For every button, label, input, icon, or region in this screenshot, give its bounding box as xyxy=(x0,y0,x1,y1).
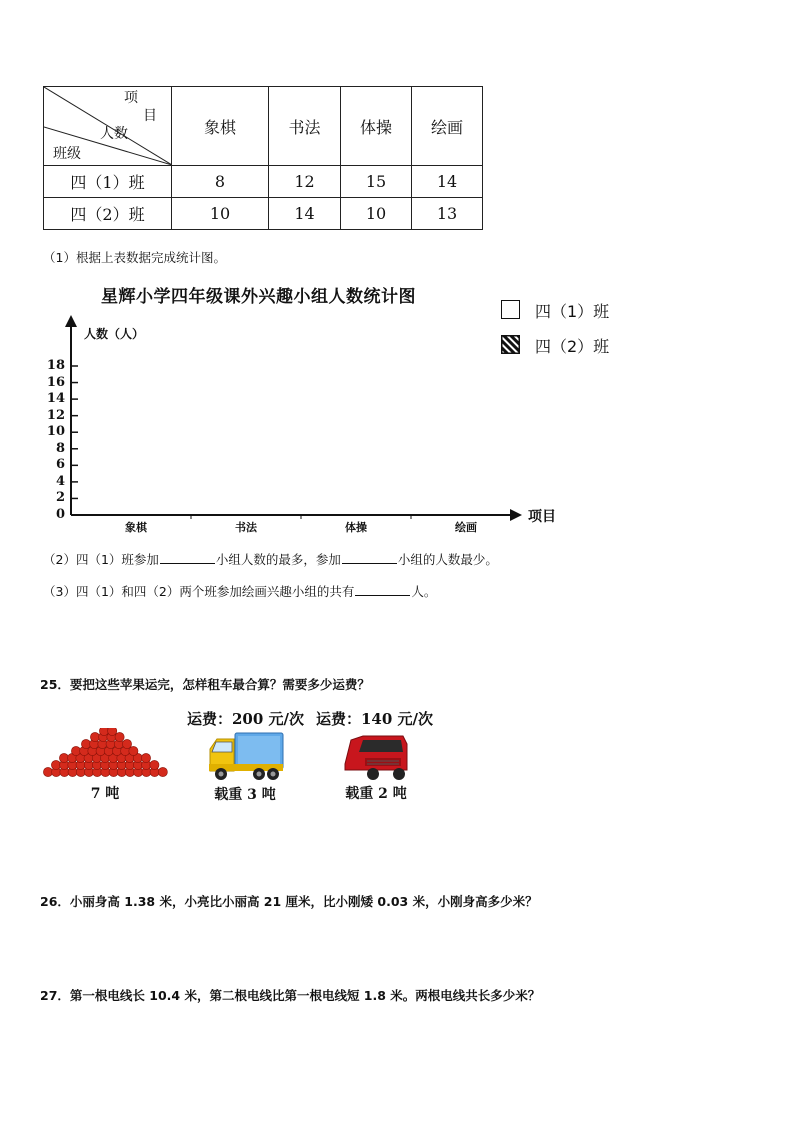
q24-p2-text-c: 小组的人数最少。 xyxy=(397,552,498,567)
y-tick-label: 14 xyxy=(46,391,65,407)
apple-shape xyxy=(81,739,90,748)
column-header: 象棋 xyxy=(172,87,269,166)
x-axis-arrow xyxy=(510,509,522,521)
apple-shape xyxy=(115,732,124,741)
legend-label-class-1: 四（1）班 xyxy=(535,302,610,321)
table-cell: 14 xyxy=(269,198,341,230)
legend-label-class-2: 四（2）班 xyxy=(535,337,610,356)
question-26: 26．小丽身高 1.38 米，小亮比小丽高 21 厘米，比小刚矮 0.03 米，小刚身高多少米？ xyxy=(40,894,538,909)
apples-caption: 7 吨 xyxy=(90,786,120,802)
row-label: 四（1）班 xyxy=(44,166,172,198)
x-category-label: 象棋 xyxy=(125,521,147,534)
y-tick-label: 18 xyxy=(46,358,65,373)
y-axis-arrow xyxy=(65,315,77,327)
apple-shape xyxy=(90,732,99,741)
large-truck-caption: 载重 3 吨 xyxy=(214,787,276,803)
y-tick-label: 10 xyxy=(46,424,65,440)
y-tick-label: 0 xyxy=(55,507,65,522)
large-truck-icon xyxy=(207,731,285,783)
fee-large-truck: 运费：200 元/次 xyxy=(187,710,305,728)
apple-shape xyxy=(129,746,138,755)
apple-shape xyxy=(108,728,117,736)
question-24-part-2 xyxy=(43,551,498,568)
x-category-label: 绘画 xyxy=(455,521,477,534)
apple-shape xyxy=(158,767,167,776)
q24-p3-text-b: 人。 xyxy=(411,584,437,599)
y-tick-label: 4 xyxy=(55,473,65,489)
q24-p2-text-b: 小组人数的最多，参加 xyxy=(215,552,341,567)
x-axis-label: 项目 xyxy=(528,509,556,525)
q24-p2-text-a: （2）四（1）班参加 xyxy=(43,552,159,567)
chart-title: 星辉小学四年级课外兴趣小组人数统计图 xyxy=(101,287,416,307)
q24-p3-text-a: （3）四（1）和四（2）两个班参加绘画兴趣小组的共有 xyxy=(43,584,355,599)
column-header: 体操 xyxy=(341,87,412,166)
apple-shape xyxy=(71,746,80,755)
bar-chart-axes xyxy=(0,0,794,560)
apple-shape xyxy=(150,760,159,769)
y-tick-label: 16 xyxy=(46,374,65,390)
question-24-part-3 xyxy=(43,583,436,600)
y-axis-label: 人数（人） xyxy=(84,327,145,341)
table-cell: 10 xyxy=(172,198,269,230)
y-tick-label: 12 xyxy=(46,407,65,423)
y-tick-label: 6 xyxy=(55,457,65,473)
corner-label-count: 人数 xyxy=(100,126,128,142)
table-cell: 14 xyxy=(412,166,483,198)
answer-blank[interactable] xyxy=(160,551,215,564)
question-27: 27．第一根电线长 10.4 米，第二根电线比第一根电线短 1.8 米。两根电线共长多少米？ xyxy=(40,988,541,1003)
x-category-label: 书法 xyxy=(235,521,257,534)
row-label: 四（2）班 xyxy=(44,198,172,230)
question-24-part-1: （1）根据上表数据完成统计图。 xyxy=(43,250,226,265)
apple-shape xyxy=(59,753,68,762)
table-cell: 8 xyxy=(172,166,269,198)
answer-blank[interactable] xyxy=(355,583,410,596)
table-cell: 10 xyxy=(341,198,412,230)
corner-label-class: 班级 xyxy=(53,146,81,162)
apple-shape xyxy=(51,760,60,769)
y-tick-label: 8 xyxy=(55,440,65,456)
corner-label-item2: 目 xyxy=(143,108,157,124)
x-category-label: 体操 xyxy=(345,521,367,534)
apple-shape xyxy=(43,767,52,776)
y-tick-label: 2 xyxy=(55,490,65,506)
fee-small-truck: 运费：140 元/次 xyxy=(316,710,434,728)
apple-shape xyxy=(141,753,150,762)
answer-blank[interactable] xyxy=(342,551,397,564)
table-cell: 13 xyxy=(412,198,483,230)
column-header: 绘画 xyxy=(412,87,483,166)
table-cell: 12 xyxy=(269,166,341,198)
table-cell: 15 xyxy=(341,166,412,198)
apple-shape xyxy=(99,728,108,736)
question-25: 25．要把这些苹果运完，怎样租车最合算？需要多少运费？ xyxy=(40,677,370,692)
apple-shape xyxy=(122,739,131,748)
small-truck-caption: 载重 2 吨 xyxy=(345,786,407,802)
apple-pile-icon xyxy=(42,728,174,780)
small-truck-icon xyxy=(343,734,409,782)
corner-label-item: 项 xyxy=(124,90,138,106)
column-header: 书法 xyxy=(269,87,341,166)
